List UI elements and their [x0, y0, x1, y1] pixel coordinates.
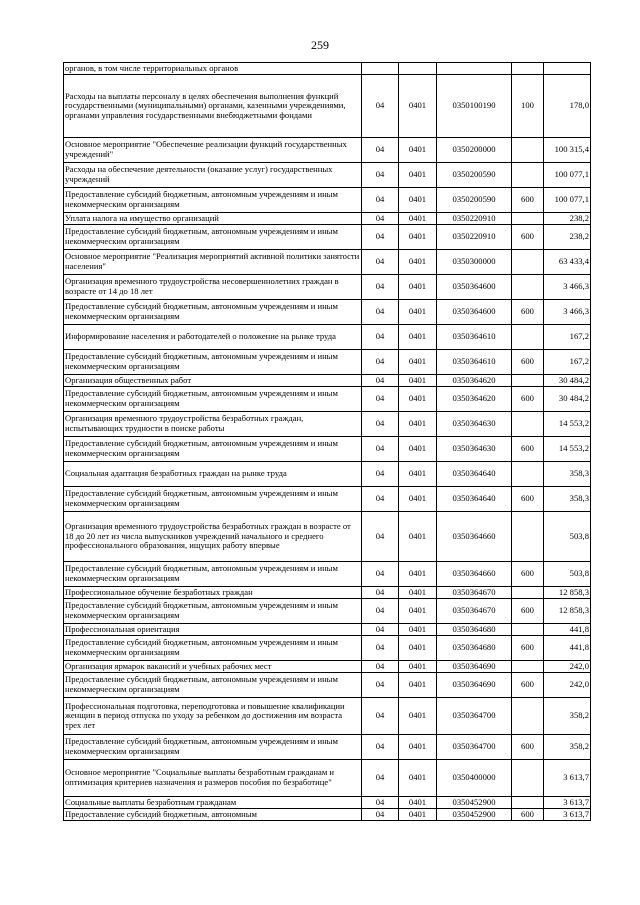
cell-sec: 04: [362, 250, 399, 275]
cell-name: Организация общественных работ: [64, 375, 362, 387]
cell-sub: 0401: [399, 350, 437, 375]
cell-sub: 0401: [399, 250, 437, 275]
cell-sec: 04: [362, 275, 399, 300]
cell-sub: 0401: [399, 300, 437, 325]
table-row: [64, 735, 591, 760]
table-row: [64, 760, 591, 797]
cell-sub: 0401: [399, 809, 437, 821]
cell-vr: [512, 163, 544, 188]
table-row: [64, 673, 591, 698]
cell-name: Предоставление субсидий бюджетным, автономным: [64, 809, 362, 821]
cell-sec: 04: [362, 562, 399, 587]
cell-vr: [512, 624, 544, 636]
cell-name: Предоставление субсидий бюджетным, автономным учреждениям и иным некоммерческим организациям: [64, 300, 362, 325]
cell-sub: 0401: [399, 562, 437, 587]
cell-vr: 600: [512, 387, 544, 412]
cell-amount: 100 077,1: [544, 188, 591, 213]
cell-sub: 0401: [399, 138, 437, 163]
cell-sub: 0401: [399, 163, 437, 188]
table-row: [64, 387, 591, 412]
table-row: [64, 188, 591, 213]
cell-sub: 0401: [399, 437, 437, 462]
cell-sec: 04: [362, 325, 399, 350]
table-row: [64, 698, 591, 735]
cell-amount: [544, 63, 591, 75]
cell-sub: 0401: [399, 797, 437, 809]
cell-sec: 04: [362, 809, 399, 821]
cell-sec: 04: [362, 661, 399, 673]
table-row: [64, 462, 591, 487]
cell-amount: 358,2: [544, 698, 591, 735]
cell-vr: 600: [512, 636, 544, 661]
cell-target: 0350452900: [437, 797, 512, 809]
cell-amount: 242,0: [544, 673, 591, 698]
cell-sec: 04: [362, 698, 399, 735]
table-row: [64, 225, 591, 250]
cell-amount: 100 077,1: [544, 163, 591, 188]
cell-sec: 04: [362, 188, 399, 213]
cell-amount: 167,2: [544, 350, 591, 375]
cell-vr: [512, 250, 544, 275]
table-row: [64, 300, 591, 325]
cell-target: 0350364670: [437, 587, 512, 599]
cell-vr: 600: [512, 487, 544, 512]
cell-name: Информирование населения и работодателей о положение на рынке труда: [64, 325, 362, 350]
cell-amount: 12 858,3: [544, 599, 591, 624]
cell-amount: 238,2: [544, 225, 591, 250]
cell-sec: 04: [362, 512, 399, 562]
cell-sub: 0401: [399, 599, 437, 624]
cell-target: 0350220910: [437, 225, 512, 250]
cell-target: 0350364700: [437, 698, 512, 735]
cell-amount: 503,8: [544, 512, 591, 562]
cell-sub: 0401: [399, 375, 437, 387]
cell-amount: 358,3: [544, 487, 591, 512]
cell-target: 0350364600: [437, 300, 512, 325]
cell-vr: [512, 375, 544, 387]
cell-name: Предоставление субсидий бюджетным, автономным учреждениям и иным некоммерческим организациям: [64, 673, 362, 698]
cell-vr: [512, 275, 544, 300]
cell-vr: [512, 698, 544, 735]
cell-target: 0350100190: [437, 75, 512, 138]
cell-sec: 04: [362, 587, 399, 599]
cell-vr: 100: [512, 75, 544, 138]
cell-amount: 441,8: [544, 624, 591, 636]
cell-sec: 04: [362, 387, 399, 412]
cell-amount: 14 553,2: [544, 437, 591, 462]
cell-sec: 04: [362, 163, 399, 188]
cell-sec: 04: [362, 462, 399, 487]
cell-target: 0350364680: [437, 624, 512, 636]
cell-target: 0350364630: [437, 412, 512, 437]
cell-vr: 600: [512, 300, 544, 325]
budget-table: [63, 62, 591, 821]
cell-name: Организация временного трудоустройства безработных граждан в возрасте от 18 до 20 лет из числа выпускников учреждений начального и среднего профессионального образования, ищущих работу впервые: [64, 512, 362, 562]
cell-sub: 0401: [399, 760, 437, 797]
cell-sec: 04: [362, 213, 399, 225]
cell-target: 0350300000: [437, 250, 512, 275]
cell-amount: 3 613,7: [544, 809, 591, 821]
cell-name: Профессиональное обучение безработных граждан: [64, 587, 362, 599]
cell-sub: 0401: [399, 624, 437, 636]
table-row: [64, 375, 591, 387]
cell-sec: 04: [362, 624, 399, 636]
cell-target: 0350364600: [437, 275, 512, 300]
cell-amount: 30 484,2: [544, 387, 591, 412]
cell-vr: 600: [512, 562, 544, 587]
cell-vr: 600: [512, 809, 544, 821]
table-row: [64, 661, 591, 673]
cell-vr: 600: [512, 735, 544, 760]
cell-sec: 04: [362, 636, 399, 661]
cell-name: Профессиональная ориентация: [64, 624, 362, 636]
cell-name: Предоставление субсидий бюджетным, автономным учреждениям и иным некоммерческим организациям: [64, 599, 362, 624]
cell-target: 0350364670: [437, 599, 512, 624]
cell-vr: [512, 797, 544, 809]
cell-target: 0350364660: [437, 512, 512, 562]
cell-sec: 04: [362, 760, 399, 797]
cell-amount: 30 484,2: [544, 375, 591, 387]
cell-name: Социальные выплаты безработным гражданам: [64, 797, 362, 809]
cell-sec: [362, 63, 399, 75]
cell-name: Организация временного трудоустройства безработных граждан, испытывающих трудности в поиске работы: [64, 412, 362, 437]
cell-amount: 238,2: [544, 213, 591, 225]
cell-vr: [512, 325, 544, 350]
cell-sec: 04: [362, 138, 399, 163]
table-row: [64, 138, 591, 163]
cell-sec: 04: [362, 599, 399, 624]
table-row: [64, 437, 591, 462]
cell-sec: 04: [362, 225, 399, 250]
cell-target: 0350364700: [437, 735, 512, 760]
table-row: [64, 599, 591, 624]
table-row: [64, 163, 591, 188]
cell-target: 0350200590: [437, 188, 512, 213]
cell-target: 0350220910: [437, 213, 512, 225]
cell-target: 0350364620: [437, 387, 512, 412]
cell-amount: 3 466,3: [544, 300, 591, 325]
cell-target: 0350364630: [437, 437, 512, 462]
cell-target: 0350364640: [437, 487, 512, 512]
table-row: [64, 213, 591, 225]
table-row: [64, 587, 591, 599]
cell-sub: 0401: [399, 636, 437, 661]
cell-sub: 0401: [399, 412, 437, 437]
page-number: 259: [311, 38, 329, 52]
cell-amount: 14 553,2: [544, 412, 591, 437]
table-row: [64, 809, 591, 821]
cell-amount: 358,3: [544, 462, 591, 487]
cell-sub: 0401: [399, 188, 437, 213]
table-row: [64, 325, 591, 350]
cell-name: Организация ярмарок вакансий и учебных рабочих мест: [64, 661, 362, 673]
cell-amount: 167,2: [544, 325, 591, 350]
table-row: [64, 350, 591, 375]
cell-target: [437, 63, 512, 75]
table-row: [64, 275, 591, 300]
cell-vr: 600: [512, 188, 544, 213]
cell-amount: 3 466,3: [544, 275, 591, 300]
table-row: [64, 562, 591, 587]
cell-vr: 600: [512, 350, 544, 375]
cell-name: Профессиональная подготовка, переподготовка и повышение квалификации женщин в период отпуска по уходу за ребенком до достижения им возраста трех лет: [64, 698, 362, 735]
cell-vr: [512, 587, 544, 599]
cell-sec: 04: [362, 487, 399, 512]
cell-sec: 04: [362, 375, 399, 387]
cell-name: Социальная адаптация безработных граждан на рынке труда: [64, 462, 362, 487]
cell-target: 0350364690: [437, 661, 512, 673]
cell-name: Расходы на выплаты персоналу в целях обеспечения выполнения функций государственными (муниципальными) органами, казенными учреждениями, органами управления государственными внебюджетными фондами: [64, 75, 362, 138]
budget-table-body: [64, 63, 591, 821]
cell-sec: 04: [362, 437, 399, 462]
table-row: [64, 412, 591, 437]
cell-sub: 0401: [399, 735, 437, 760]
cell-name: Предоставление субсидий бюджетным, автономным учреждениям и иным некоммерческим организациям: [64, 437, 362, 462]
cell-amount: 178,0: [544, 75, 591, 138]
cell-sub: 0401: [399, 661, 437, 673]
cell-target: 0350452900: [437, 809, 512, 821]
cell-sec: 04: [362, 673, 399, 698]
cell-vr: [512, 512, 544, 562]
table-row: [64, 636, 591, 661]
cell-sub: 0401: [399, 275, 437, 300]
cell-vr: [512, 63, 544, 75]
table-row: [64, 624, 591, 636]
cell-sub: 0401: [399, 587, 437, 599]
cell-target: 0350364680: [437, 636, 512, 661]
cell-sec: 04: [362, 350, 399, 375]
cell-target: 0350364610: [437, 325, 512, 350]
cell-amount: 242,0: [544, 661, 591, 673]
cell-name: Расходы на обеспечение деятельности (оказание услуг) государственных учреждений: [64, 163, 362, 188]
cell-sub: 0401: [399, 673, 437, 698]
cell-sec: 04: [362, 300, 399, 325]
cell-target: 0350364610: [437, 350, 512, 375]
table-row: [64, 487, 591, 512]
table-row: [64, 512, 591, 562]
cell-name: Предоставление субсидий бюджетным, автономным учреждениям и иным некоммерческим организациям: [64, 350, 362, 375]
cell-amount: 12 858,3: [544, 587, 591, 599]
table-row: [64, 797, 591, 809]
cell-amount: 503,8: [544, 562, 591, 587]
cell-sec: 04: [362, 75, 399, 138]
cell-name: Основное мероприятие "Обеспечение реализации функций государственных учреждений": [64, 138, 362, 163]
cell-name: Предоставление субсидий бюджетным, автономным учреждениям и иным некоммерческим организациям: [64, 225, 362, 250]
cell-target: 0350200590: [437, 163, 512, 188]
cell-name: Уплата налога на имущество организаций: [64, 213, 362, 225]
cell-target: 0350364660: [437, 562, 512, 587]
cell-name: Организация временного трудоустройства несовершеннолетних граждан в возрасте от 14 до 18 лет: [64, 275, 362, 300]
cell-target: 0350364620: [437, 375, 512, 387]
cell-sub: 0401: [399, 225, 437, 250]
cell-vr: 600: [512, 673, 544, 698]
cell-vr: 600: [512, 225, 544, 250]
cell-amount: 358,2: [544, 735, 591, 760]
cell-amount: 100 315,4: [544, 138, 591, 163]
cell-target: 0350364690: [437, 673, 512, 698]
cell-sub: 0401: [399, 325, 437, 350]
cell-sub: 0401: [399, 487, 437, 512]
cell-name: Предоставление субсидий бюджетным, автономным учреждениям и иным некоммерческим организациям: [64, 188, 362, 213]
cell-name: Предоставление субсидий бюджетным, автономным учреждениям и иным некоммерческим организациям: [64, 562, 362, 587]
cell-sub: 0401: [399, 387, 437, 412]
cell-name: Предоставление субсидий бюджетным, автономным учреждениям и иным некоммерческим организациям: [64, 735, 362, 760]
cell-sub: 0401: [399, 698, 437, 735]
cell-vr: [512, 760, 544, 797]
cell-vr: [512, 661, 544, 673]
cell-sub: 0401: [399, 75, 437, 138]
cell-vr: [512, 462, 544, 487]
cell-sub: 0401: [399, 213, 437, 225]
cell-name: органов, в том числе территориальных органов: [64, 63, 362, 75]
cell-target: 0350200000: [437, 138, 512, 163]
cell-vr: 600: [512, 437, 544, 462]
cell-name: Основное мероприятие "Социальные выплаты безработным гражданам и оптимизация критериев назначения и размеров пособия по безработице": [64, 760, 362, 797]
cell-sub: 0401: [399, 512, 437, 562]
cell-vr: 600: [512, 599, 544, 624]
cell-sec: 04: [362, 797, 399, 809]
cell-sub: [399, 63, 437, 75]
cell-amount: 3 613,7: [544, 760, 591, 797]
table-row: [64, 75, 591, 138]
cell-vr: [512, 213, 544, 225]
cell-amount: 441,8: [544, 636, 591, 661]
cell-sec: 04: [362, 412, 399, 437]
cell-sec: 04: [362, 735, 399, 760]
cell-target: 0350364640: [437, 462, 512, 487]
cell-name: Предоставление субсидий бюджетным, автономным учреждениям и иным некоммерческим организациям: [64, 636, 362, 661]
cell-vr: [512, 412, 544, 437]
cell-name: Основное мероприятие "Реализация мероприятий активной политики занятости населения": [64, 250, 362, 275]
table-row: [64, 250, 591, 275]
cell-amount: 63 433,4: [544, 250, 591, 275]
cell-amount: 3 613,7: [544, 797, 591, 809]
cell-name: Предоставление субсидий бюджетным, автономным учреждениям и иным некоммерческим организациям: [64, 487, 362, 512]
cell-name: Предоставление субсидий бюджетным, автономным учреждениям и иным некоммерческим организациям: [64, 387, 362, 412]
cell-sub: 0401: [399, 462, 437, 487]
cell-target: 0350400000: [437, 760, 512, 797]
table-row: [64, 63, 591, 75]
cell-vr: [512, 138, 544, 163]
